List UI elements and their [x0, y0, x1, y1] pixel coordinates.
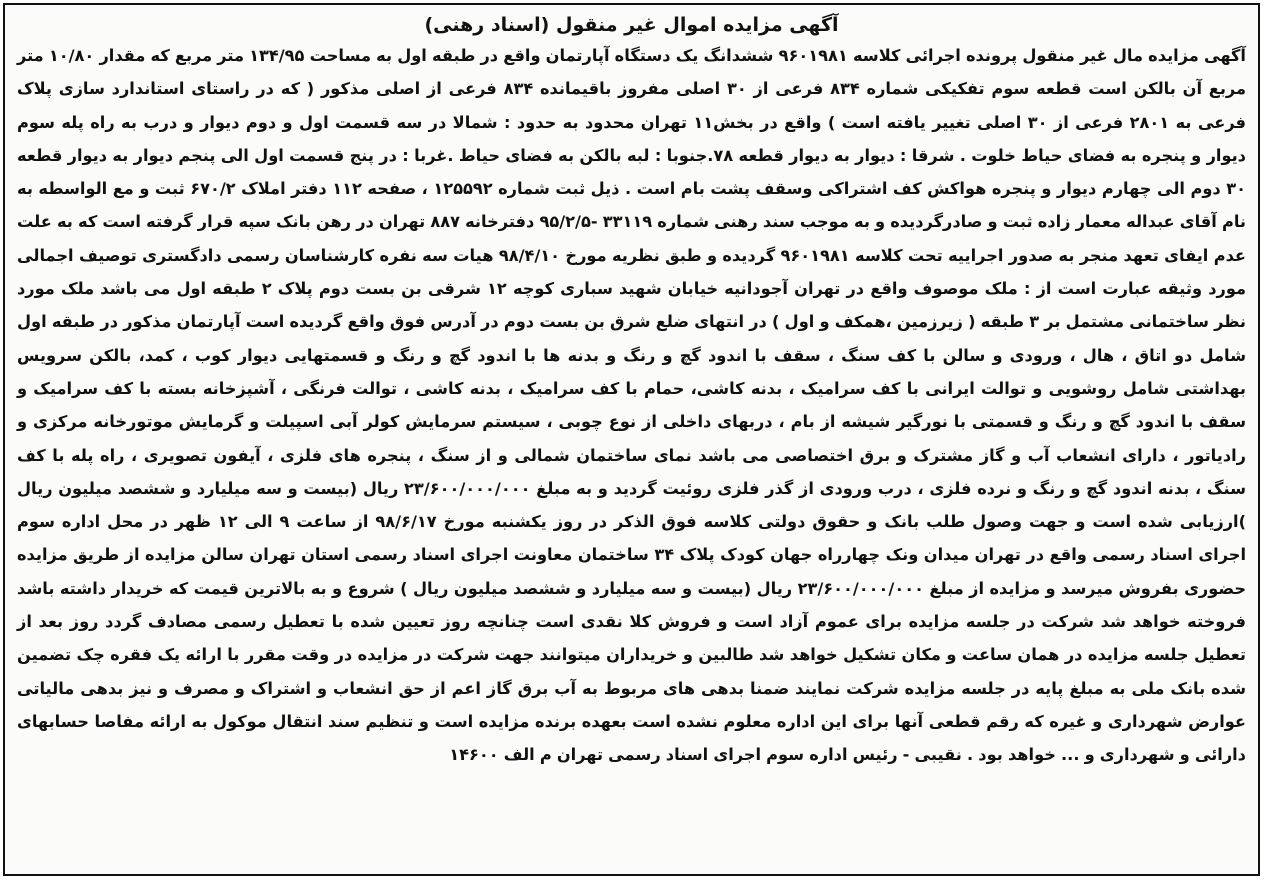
auction-notice	[3, 3, 1260, 876]
notice-title: آگهی مزایده اموال غیر منقول (اسناد رهنی)	[424, 14, 839, 36]
notice-body: آگهی مزایده مال غیر منقول پرونده اجرائی کلاسه ۹۶۰۱۹۸۱ ششدانگ یک دستگاه آپارتمان واقع در طبقه اول به مساحت ۱۳۴/۹۵ متر مربع که مقدار ۱۰/۸۰ متر مربع آن بالکن است قطعه سوم تفکیکی شماره ۸۳۴ فرعی از ۳۰ اصلی مفروز باقیمانده ۸۳۴ فرعی از اصلی مذکور ( که در راستای استاندارد سازی پلاک فرعی به ۲۸۰۱ فرعی از ۳۰ اصلی تغییر یافته است ) واقع در بخش۱۱ تهران محدود به حدود : شمالا در سه قسمت اول و دوم دیوار و درب به راه پله سوم دیوار و پنجره به فضای حیاط خلوت . شرقا : دیوار به دیوار قطعه ۷۸.جنوبا : لبه بالکن به فضای حیاط .غربا : در پنج قسمت اول الی پنجم دیوار به دیوار قطعه ۳۰ دوم الی چهارم دیوار و پنجره هواکش کف اشتراکی وسقف پشت بام است . ذیل ثبت شماره ۱۲۵۵۹۲ ، صفحه ۱۱۲ دفتر املاک ۶۷۰/۲ ثبت و مع الواسطه به نام آقای عبداله معمار زاده ثبت و صادرگردیده و به موجب سند رهنی شماره ۳۳۱۱۹ -۹۵/۲/۵ دفترخانه ۸۸۷ تهران در رهن بانک سپه قرار گرفته است که به علت عدم ایفای تعهد منجر به صدور اجراییه تحت کلاسه ۹۶۰۱۹۸۱ گردیده و طبق نظریه مورخ ۹۸/۴/۱۰ هیات سه نفره کارشناسان رسمی دادگستری توصیف اجمالی مورد وثیقه عبارت است از : ملک موصوف واقع در تهران آجودانیه خیابان شهید سباری کوچه ۱۲ شرقی بن بست دوم پلاک ۲ طبقه اول می باشد ملک مورد نظر ساختمانی مشتمل بر ۳ طبقه ( زیرزمین ،همکف و اول ) در انتهای ضلع شرق بن بست دوم در آدرس فوق واقع گردیده است آپارتمان مذکور در طبقه اول شامل دو اتاق ، هال ، ورودی و سالن با کف سنگ ، سقف با اندود گچ و رنگ و بدنه ها با اندود گچ و رنگ و قسمتهایی دیوار کوب ، کمد، بالکن سرویس بهداشتی شامل روشویی و توالت ایرانی با کف سرامیک ، بدنه کاشی، حمام با کف سرامیک ، بدنه کاشی ، توالت فرنگی ، آشپزخانه بسته با کف سرامیک و سقف با اندود گچ و رنگ و قسمتی با نورگیر شیشه از بام ، دربهای داخلی از نوع چوبی ، سیستم سرمایش کولر آبی اسپیلت و گرمایش موتورخانه مرکزی و رادیاتور ، دارای انشعاب آب و گاز مشترک و برق اختصاصی می باشد نمای ساختمان شمالی و از سنگ ، پنجره های فلزی ، آیفون تصویری ، راه پله با کف سنگ ، بدنه اندود گچ و رنگ و نرده فلزی ، درب ورودی از گذر فلزی روئیت گردید و به مبلغ ۲۳/۶۰۰/۰۰۰/۰۰۰ ریال (بیست و سه میلیارد و ششصد میلیون ریال )ارزیابی شده است و جهت وصول طلب بانک و حقوق دولتی کلاسه فوق الذکر در روز یکشنبه مورخ ۹۸/۶/۱۷ از ساعت ۹ الی ۱۲ ظهر در محل اداره سوم اجرای اسناد رسمی واقع در تهران میدان ونک چهارراه جهان کودک پلاک ۳۴ ساختمان معاونت اجرای اسناد رسمی استان تهران سالن مزایده از طریق مزایده حضوری بفروش میرسد و مزایده از مبلغ ۲۳/۶۰۰/۰۰۰/۰۰۰ ریال (بیست و سه میلیارد و ششصد میلیون ریال ) شروع و به بالاترین قیمت که خریدار داشته باشد فروخته خواهد شد شرکت در جلسه مزایده برای عموم آزاد است و فروش کلا نقدی است چنانچه روز تعیین شده با تعطیل رسمی مصادف گردد روز بعد از تعطیل جلسه مزایده در همان ساعت و مکان تشکیل خواهد شد طالبین و خریداران میتوانند جهت شرکت در مزایده در وقت مقرر با ارائه یک فقره چک تضمین شده بانک ملی به مبلغ پایه در جلسه مزایده شرکت نمایند ضمنا بدهی های مربوط به آب برق گاز اعم از حق انشعاب و اشتراک و مصرف و نیز بدهی مالیاتی عوارض شهرداری و غیره که رقم قطعی آنها برای این اداره معلوم نشده است بعهده برنده مزایده است و تنظیم سند انتقال موکول به ارائه مفاصا حسابهای دارائی و شهرداری و ... خواهد بود . نقیبی - رئیس اداره سوم اجرای اسناد رسمی تهران م الف ۱۴۶۰۰	[17, 46, 1247, 765]
